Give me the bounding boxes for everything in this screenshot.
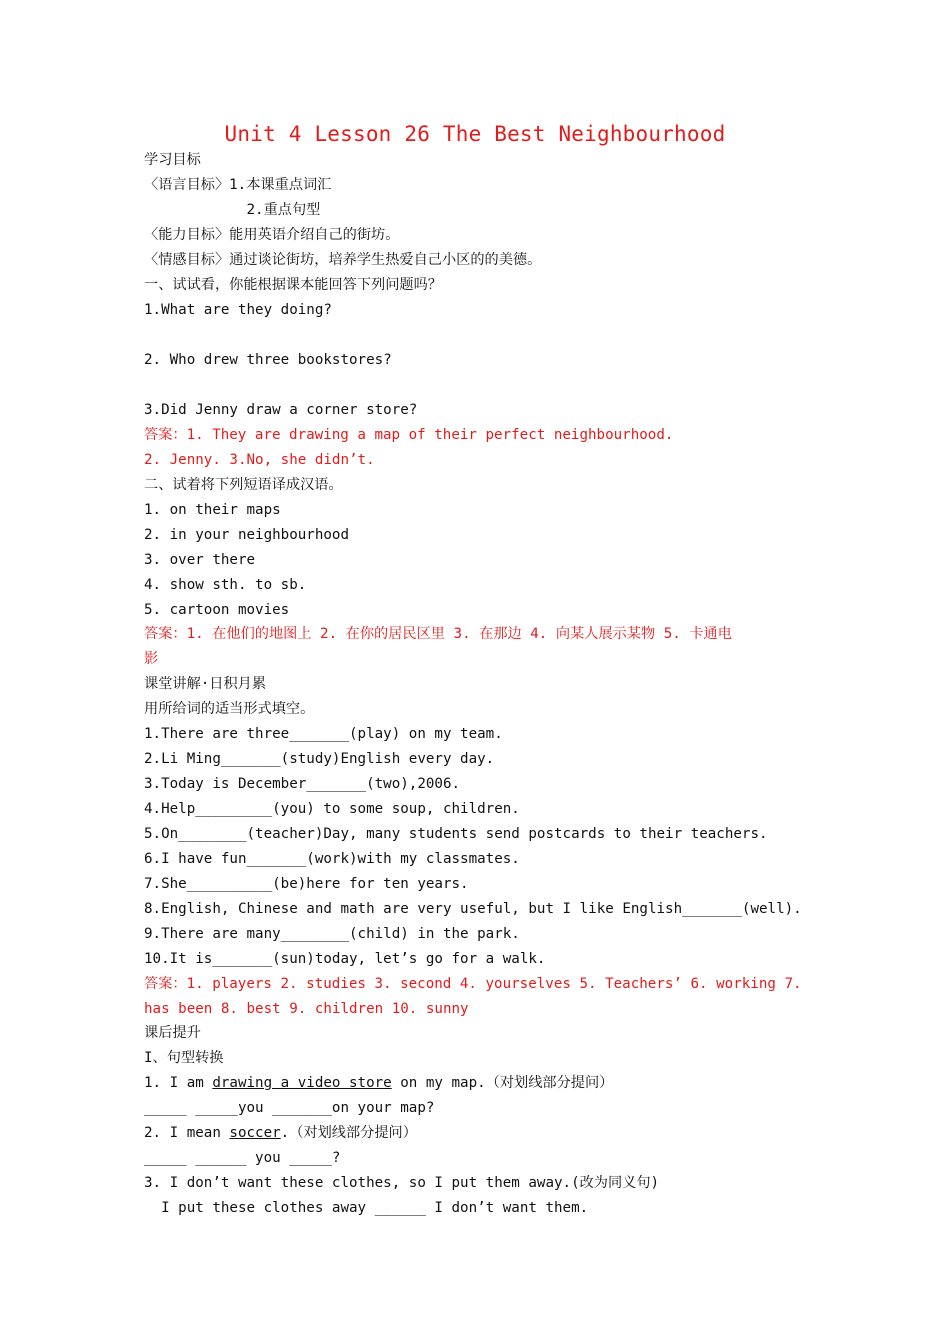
text-segment: 2. I mean [144,1125,230,1141]
document-title: Unit 4 Lesson 26 The Best Neighbourhood [224,122,726,146]
answer-line: 答案：1. 在他们的地图上 2. 在你的居民区里 3. 在那边 4. 向某人展示某物 5. 卡通电 [144,626,732,642]
text-segment: .（对划线部分提问） [280,1125,417,1141]
answer-line: 影 [144,651,159,667]
objective-line: 〈语言目标〉1.本课重点词汇 [144,177,332,193]
exercise-line [144,1123,417,1143]
phrase-line: 2. in your neighbourhood [144,527,349,543]
answer-line: 2. Jenny. 3.No, she didn’t. [144,452,375,468]
question-line: 1.What are they doing? [144,302,332,318]
exercise-line: 10.It is_______(sun)today, let’s go for a walk. [144,951,546,967]
exercise-line: 1.There are three_______(play) on my team. [144,726,503,742]
answer-line: 答案：1. They are drawing a map of their perfect neighbourhood. [144,427,674,443]
blank-line: _____ _____you _______on your map? [144,1100,435,1116]
exercise-line: 9.There are many________(child) in the park. [144,926,520,942]
exercise-line: 3.Today is December_______(two),2006. [144,776,461,792]
question-line: 2. Who drew three bookstores? [144,352,392,368]
answer-line: 答案：1. players 2. studies 3. second 4. yourselves 5. Teachers’ 6. working 7. [144,976,802,992]
phrase-line: 4. show sth. to sb. [144,577,307,593]
exercise-line: 3. I don’t want these clothes, so I put them away.(改为同义句) [144,1175,660,1191]
instruction-line: 用所给词的适当形式填空。 [144,701,315,717]
exercise-line [144,1073,613,1093]
exercise-line: 6.I have fun_______(work)with my classmates. [144,851,520,867]
question-line: 3.Did Jenny draw a corner store? [144,402,418,418]
phrase-line: 5. cartoon movies [144,602,290,618]
exercise-line: 5.On________(teacher)Day, many students send postcards to their teachers. [144,826,768,842]
section-heading: I、句型转换 [144,1050,224,1066]
section-heading: 课堂讲解·日积月累 [144,676,267,692]
blank-line: I put these clothes away ______ I don’t want them. [144,1200,589,1216]
objective-line: 〈情感目标〉通过谈论街坊，培养学生热爱自己小区的的美德。 [144,252,542,268]
objective-line: 2.重点句型 [144,202,321,218]
answer-line: has been 8. best 9. children 10. sunny [144,1001,469,1017]
underlined-phrase: drawing a video store [212,1075,392,1091]
phrase-line: 1. on their maps [144,502,281,518]
underlined-phrase: soccer [229,1125,281,1141]
section-heading: 课后提升 [144,1025,201,1041]
section-heading: 学习目标 [144,152,201,168]
exercise-line: 2.Li Ming_______(study)English every day. [144,751,495,767]
exercise-line: 7.She__________(be)here for ten years. [144,876,469,892]
exercise-line: 8.English, Chinese and math are very useful, but I like English_______(well). [144,901,802,917]
text-segment: 1. I am [144,1075,213,1091]
section-heading: 二、试着将下列短语译成汉语。 [144,477,343,493]
blank-line: _____ ______ you _____? [144,1150,341,1166]
text-segment: on my map.（对划线部分提问） [391,1075,614,1091]
objective-line: 〈能力目标〉能用英语介绍自己的街坊。 [144,227,400,243]
exercise-line: 4.Help_________(you) to some soup, children. [144,801,520,817]
phrase-line: 3. over there [144,552,256,568]
section-heading: 一、试试看，你能根据课本能回答下列问题吗？ [144,277,442,293]
